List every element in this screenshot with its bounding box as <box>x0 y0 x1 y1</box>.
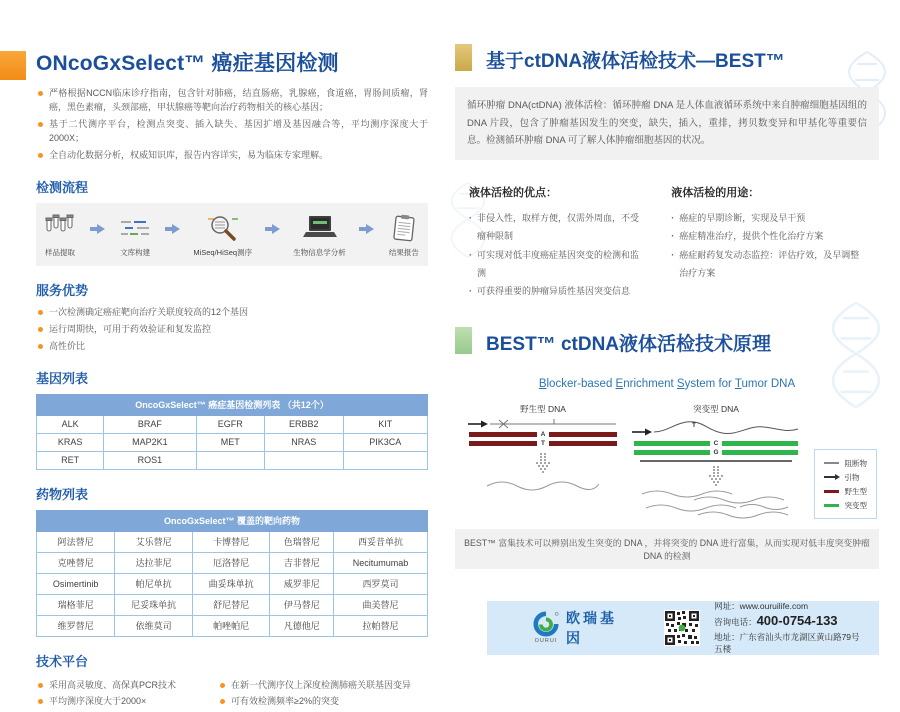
intro-bullet-list <box>36 87 428 163</box>
table-row <box>37 552 428 573</box>
diagram-legend <box>814 449 878 519</box>
subtitle-part: T <box>735 378 742 390</box>
section-heading-advantages: 服务优势 <box>36 280 428 299</box>
wild-type-group <box>463 403 623 493</box>
drug-cell: 舒尼替尼 <box>192 594 270 615</box>
page-title: ONcoGxSelect™ 癌症基因检测 <box>36 47 428 77</box>
ctdna-intro-box: 循环肿瘤 DNA(ctDNA) 液体活检：循环肿瘤 DNA 是人体血液循环系统中来自肿瘤细胞基因组的 DNA 片段，包含了肿瘤基因发生的突变，缺失，插入，重排，拷贝数变异和甲基化等重要信息。检测循环肿瘤 DNA 可了解人体肿瘤细胞基因的状况。 <box>455 87 879 160</box>
best-summary-bar: BEST™ 富集技术可以辨别出发生突变的 DNA ，并将突变的 DNA 进行富集，从而实现对低丰度突变肿瘤 DNA 的检测 <box>455 529 879 569</box>
gene-cell: NRAS <box>264 433 343 451</box>
gene-table <box>36 394 428 470</box>
address-line <box>714 631 867 656</box>
footer-bar <box>487 601 879 655</box>
uses-item: · 癌症精准治疗，提供个性化治疗方案 <box>671 227 865 245</box>
subtitle-part: B <box>539 378 547 390</box>
gene-cell: BRAF <box>104 415 196 433</box>
pros-column <box>469 184 647 301</box>
advantage-bullet: 运行周期快，可用于药效验证和复发监控 <box>36 323 428 337</box>
arrow-right-icon <box>265 224 280 234</box>
logo-icon-stack <box>533 611 559 644</box>
gene-cell: RET <box>37 451 104 469</box>
drug-cell: 色瑞替尼 <box>270 531 334 552</box>
subtitle-part: umor DNA <box>741 378 795 390</box>
pros-item: · 非侵入性，取样方便，仅需外周血，不受瘤种限制 <box>469 209 647 246</box>
dotted-arrow-down-icon <box>535 452 551 473</box>
drug-cell: 伊马替尼 <box>270 594 334 615</box>
drug-cell: 西罗莫司 <box>334 573 428 594</box>
gene-cell <box>343 451 427 469</box>
drug-cell: 艾乐替尼 <box>115 531 193 552</box>
website-label: 网址： <box>714 601 740 611</box>
table-row <box>37 433 428 451</box>
table-row <box>37 415 428 433</box>
wild-bar <box>469 441 537 446</box>
drug-cell: 帕唑帕尼 <box>192 615 270 636</box>
legend-label: 引物 <box>845 472 860 483</box>
mutant-strand-bottom <box>634 449 798 456</box>
best-acronym-subtitle <box>455 378 879 390</box>
mutant-bar <box>634 450 710 455</box>
logo-latin-text: OURUI <box>535 638 558 644</box>
platform-bullet-list <box>36 679 204 712</box>
table-row <box>37 451 428 469</box>
gold-accent-block <box>455 44 472 71</box>
advantages-bullet-list <box>36 306 428 354</box>
subtitle-part: S <box>677 378 685 390</box>
ourui-swirl-logo-icon <box>533 611 559 637</box>
uses-list <box>671 209 865 283</box>
drug-cell: 厄洛替尼 <box>192 552 270 573</box>
base-letter: A <box>537 431 549 438</box>
process-step-label: 样品提取 <box>45 247 75 258</box>
mutant-bar <box>634 441 710 446</box>
process-step <box>193 213 252 258</box>
intro-bullet: 基于二代测序平台，检测点突变、插入缺失、基因扩增及基因融合等，平均测序深度大于2000X； <box>36 118 428 146</box>
platform-bullet: 采用高灵敏度、高保真PCR技术 <box>36 679 204 693</box>
drug-cell: 威罗菲尼 <box>270 573 334 594</box>
gene-table-title: OncoGxSelect™ 癌症基因检测列表 （共12个） <box>37 394 428 415</box>
platform-columns <box>36 677 428 712</box>
intro-bullet: 严格根据NCCN临床诊疗指南，包含针对肺癌，结直肠癌，乳腺癌，食道癌，胃肠间质瘤，肾癌，黑色素瘤，头颈部癌，甲状腺癌等靶向治疗药物相关的核心基因； <box>36 87 428 115</box>
intro-bullet: 全自动化数据分析，权威知识库，报告内容详实，易为临床专家理解。 <box>36 149 428 163</box>
drug-table <box>36 510 428 637</box>
drug-cell: 曲美替尼 <box>334 594 428 615</box>
arrow-right-icon <box>359 224 374 234</box>
drug-cell: 阿法替尼 <box>37 531 115 552</box>
section-heading-drugs: 药物列表 <box>36 484 428 503</box>
section-heading-genes: 基因列表 <box>36 368 428 387</box>
mutant-strand-top <box>634 440 798 447</box>
website-line <box>714 600 867 612</box>
wild-bar <box>549 432 617 437</box>
drug-cell: 依维莫司 <box>115 615 193 636</box>
primer-swatch-icon <box>824 476 835 478</box>
enriched-products-waves-icon <box>636 487 796 521</box>
platform-bullet: 在新一代测序仪上深度检测肺癌关联基因变异 <box>218 679 428 693</box>
base-letter: G <box>710 449 722 456</box>
drug-cell: 克唑替尼 <box>37 552 115 573</box>
blocker-swatch-icon <box>824 462 839 464</box>
phone-label: 咨询电话： <box>714 617 757 627</box>
gene-cell <box>264 451 343 469</box>
wild-bar <box>549 441 617 446</box>
drug-cell: 卡博替尼 <box>192 531 270 552</box>
wild-swatch-icon <box>824 490 839 493</box>
platform-bullet-list <box>218 679 428 712</box>
advantage-bullet: 一次检测确定癌症靶向治疗关联度较高的12个基因 <box>36 306 428 320</box>
arrow-right-icon <box>165 224 180 234</box>
table-row <box>37 615 428 636</box>
drug-cell: 达拉菲尼 <box>115 552 193 573</box>
uses-item: · 癌症耐药复发动态监控：评估疗效，及早调整治疗方案 <box>671 246 865 283</box>
legend-item <box>824 472 868 483</box>
section-heading-process: 检测流程 <box>36 177 428 196</box>
legend-label: 阻断物 <box>845 458 868 469</box>
legend-item <box>824 486 868 497</box>
table-row <box>37 531 428 552</box>
platform-bullet: 可有效检测频率≥2%的突变 <box>218 695 428 709</box>
gene-cell <box>196 451 264 469</box>
contact-info <box>714 600 867 656</box>
table-row <box>37 594 428 615</box>
phone-number: 400-0754-133 <box>757 613 838 628</box>
qr-code <box>664 610 700 646</box>
orange-accent-block <box>0 51 26 80</box>
mutant-swatch-icon <box>824 504 839 507</box>
wild-strand-top <box>469 431 617 438</box>
drug-cell: 西妥昔单抗 <box>334 531 428 552</box>
gene-cell: ERBB2 <box>264 415 343 433</box>
section-heading-platform: 技术平台 <box>36 651 428 670</box>
subtitle-part: locker-based <box>547 378 616 390</box>
report-clipboard-icon <box>387 213 421 243</box>
mutant-bar <box>722 441 798 446</box>
process-step <box>293 213 346 258</box>
green-accent-block <box>455 327 472 354</box>
sample-tubes-icon <box>43 213 77 243</box>
process-step-label: 生物信息学分析 <box>293 247 346 258</box>
drug-cell: 拉帕替尼 <box>334 615 428 636</box>
subtitle-part: ystem for <box>685 378 735 390</box>
drug-cell: 凡德他尼 <box>270 615 334 636</box>
process-step <box>118 213 152 258</box>
process-step <box>387 213 421 258</box>
single-product-wave-icon <box>483 475 603 493</box>
process-step-label: 文库构建 <box>120 247 150 258</box>
mutant-group <box>627 403 805 521</box>
gene-cell: EGFR <box>196 415 264 433</box>
drug-cell: 吉非替尼 <box>270 552 334 573</box>
best-principle-diagram <box>455 403 879 521</box>
pros-list <box>469 209 647 301</box>
laptop-icon <box>303 213 337 243</box>
mutant-bar <box>722 450 798 455</box>
gene-cell: MET <box>196 433 264 451</box>
gene-cell: ALK <box>37 415 104 433</box>
gene-cell: ROS1 <box>104 451 196 469</box>
library-fragments-icon <box>118 213 152 243</box>
pros-heading: 液体活检的优点： <box>469 184 647 200</box>
gene-cell: PIK3CA <box>343 433 427 451</box>
process-step-label: MiSeq/HiSeq测序 <box>193 247 252 258</box>
wild-bar <box>469 432 537 437</box>
mutant-label: 突变型 DNA <box>693 403 739 415</box>
process-step <box>43 213 77 258</box>
drug-cell: 帕尼单抗 <box>115 573 193 594</box>
blocker-strand <box>640 460 792 462</box>
legend-label: 突变型 <box>845 500 868 511</box>
address-value: 广东省汕头市龙湖区黄山路79号五楼 <box>714 632 859 654</box>
svg-text:T: T <box>692 422 696 429</box>
logo-chinese-text: 欧瑞基因 <box>566 608 628 648</box>
address-label: 地址： <box>714 632 740 642</box>
drug-cell: 维罗替尼 <box>37 615 115 636</box>
wild-type-label: 野生型 DNA <box>520 403 566 415</box>
primer-blocked-template-icon <box>466 417 621 430</box>
drug-cell: Necitumumab <box>334 552 428 573</box>
base-letter: C <box>710 440 722 447</box>
drug-cell: 曲妥珠单抗 <box>192 573 270 594</box>
base-letter: T <box>537 440 549 447</box>
principle-title-row <box>455 327 879 356</box>
uses-item: · 癌症的早期诊断，实现及早干预 <box>671 209 865 227</box>
website-value: www.ouruilife.com <box>740 601 809 611</box>
gene-cell: KIT <box>343 415 427 433</box>
drug-cell: 尼妥珠单抗 <box>115 594 193 615</box>
gene-cell: MAP2K1 <box>104 433 196 451</box>
arrow-right-icon <box>90 224 105 234</box>
platform-bullet: 平均测序深度大于2000× <box>36 695 204 709</box>
pros-uses-row <box>455 184 879 301</box>
drug-cell: Osimertinib <box>37 573 115 594</box>
principle-section-title: BEST™ ctDNA液体活检技术原理 <box>486 329 771 356</box>
sequencing-magnifier-icon <box>206 213 240 243</box>
subtitle-part: nrichment <box>623 378 677 390</box>
process-flow <box>36 203 428 266</box>
primer-mutant-template-icon <box>630 417 802 439</box>
ctdna-section-title: 基于ctDNA液体活检技术—BEST™ <box>486 46 785 73</box>
legend-item <box>824 458 868 469</box>
pros-item: · 可获得重要的肿瘤异质性基因突变信息 <box>469 282 647 300</box>
ctdna-title-row <box>455 44 879 73</box>
table-row <box>37 573 428 594</box>
company-logo <box>533 608 628 648</box>
phone-line <box>714 612 867 631</box>
pros-item: · 可实现对低丰度癌症基因突变的检测和监测 <box>469 246 647 283</box>
drug-cell: 瑞格菲尼 <box>37 594 115 615</box>
legend-item <box>824 500 868 511</box>
advantage-bullet: 高性价比 <box>36 340 428 354</box>
right-column <box>455 44 879 655</box>
drug-table-title: OncoGxSelect™ 覆盖的靶向药物 <box>37 510 428 531</box>
wild-strand-bottom <box>469 440 617 447</box>
gene-cell: KRAS <box>37 433 104 451</box>
subtitle-part: E <box>616 378 624 390</box>
dotted-arrow-down-icon <box>708 465 724 486</box>
uses-column <box>671 184 865 301</box>
uses-heading: 液体活检的用途： <box>671 184 865 200</box>
process-step-label: 结果报告 <box>389 247 419 258</box>
legend-label: 野生型 <box>845 486 868 497</box>
left-column <box>36 47 428 712</box>
